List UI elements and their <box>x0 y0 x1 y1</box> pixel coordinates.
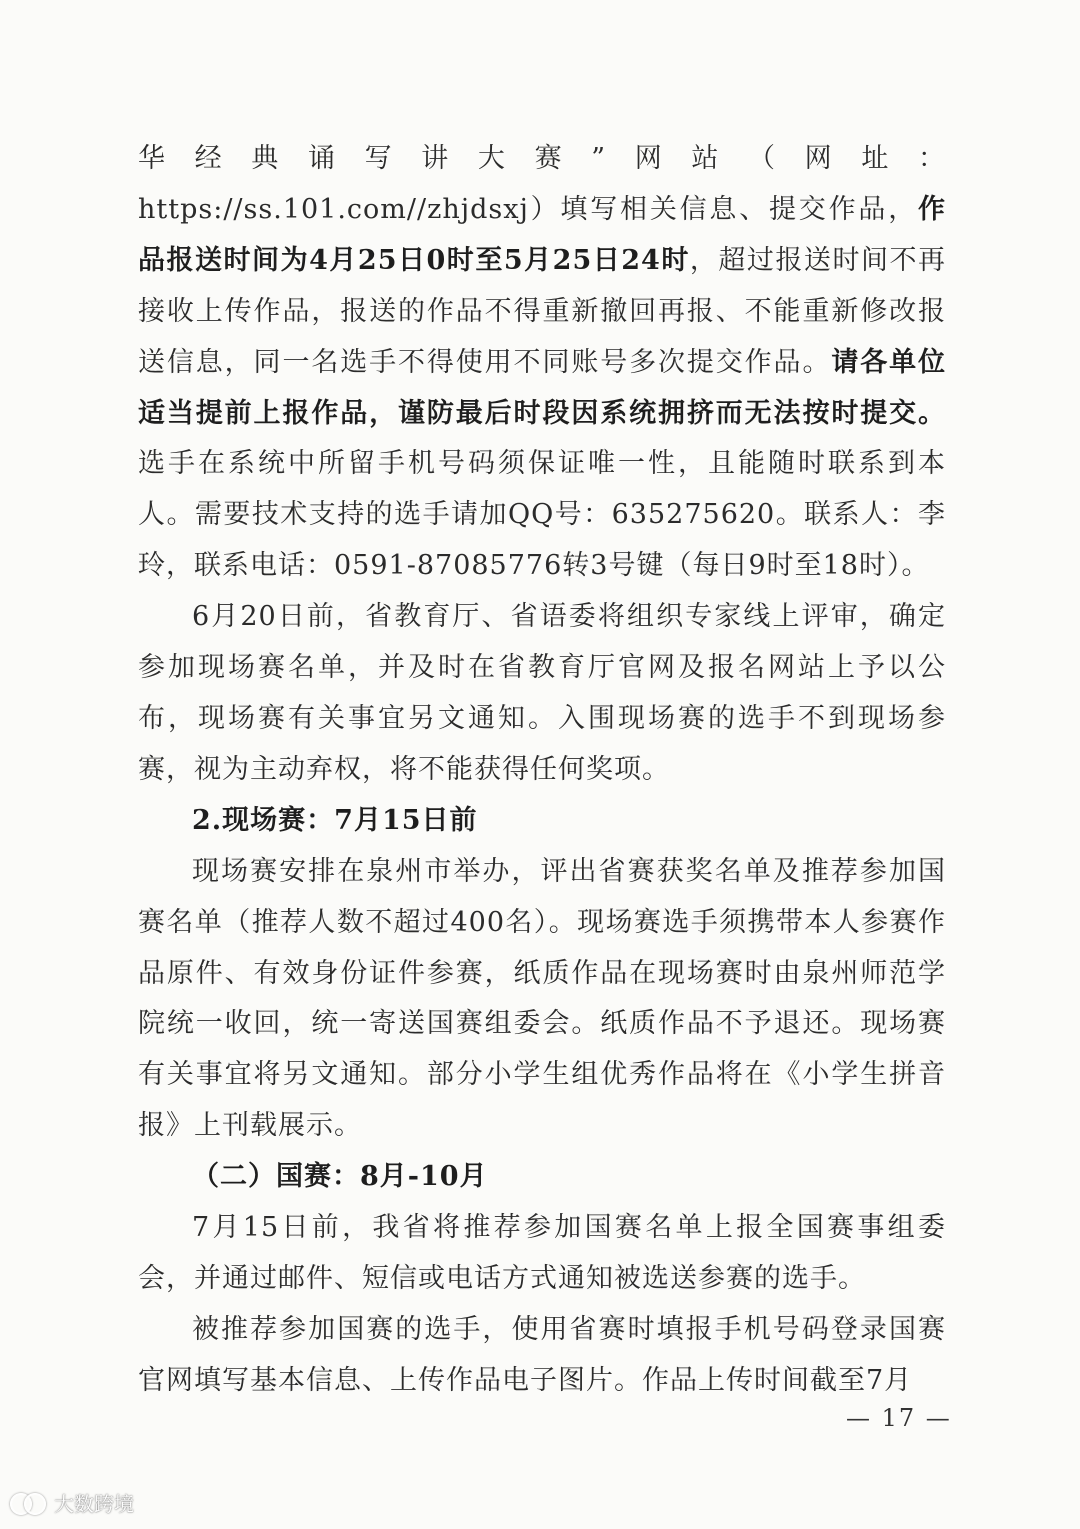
bold-text: 作品报送时间为4月25日0时至5月25日24时 <box>138 193 946 276</box>
text-run: 7月15日前，我省将推荐参加国赛名单上报全国赛事组委会，并通过邮件、短信或电话方式通知被选送参赛的选手。 <box>138 1212 946 1294</box>
watermark <box>10 1488 134 1517</box>
page-number: — 17 — <box>846 1404 952 1432</box>
bold-text: （二）国赛：8月-10月 <box>192 1161 488 1193</box>
section-heading <box>138 1152 946 1203</box>
text-run: 被推荐参加国赛的选手，使用省赛时填报手机号码登录国赛官网填写基本信息、上传作品电子图片。作品上传时间截至7月 <box>138 1313 946 1396</box>
paragraph <box>138 1203 946 1305</box>
double-circle-logo-icon <box>10 1490 48 1516</box>
paragraph <box>138 134 946 592</box>
paragraph <box>138 592 946 796</box>
paragraph <box>138 1305 946 1407</box>
text-run: 选手在系统中所留手机号码须保证唯一性，且能随时联系到本人。需要技术支持的选手请加QQ号：635275620。联系人：李玲，联系电话：0591-87085776转3号键（每日9时至18时）。 <box>138 448 946 582</box>
section-heading <box>138 796 946 847</box>
bold-text: 2.现场赛：7月15日前 <box>192 804 478 836</box>
paragraph <box>138 847 946 1152</box>
text-run: 华经典诵写讲大赛”网站（网址：https://ss.101.com//zhjdsxj）填写相关信息、提交作品， <box>138 143 946 225</box>
bold-text: 请各单位适当提前上报作品，谨防最后时段因系统拥挤而无法按时提交。 <box>138 346 947 429</box>
text-run: ，超过报送时间不再接收上传作品，报送的作品不得重新撤回再报、不能重新修改报送信息，同一名选手不得使用不同账号多次提交作品。 <box>138 244 946 378</box>
document-body <box>138 134 946 1407</box>
text-run: 现场赛安排在泉州市举办，评出省赛获奖名单及推荐参加国赛名单（推荐人数不超过400名）。现场赛选手须携带本人参赛作品原件、有效身份证件参赛，纸质作品在现场赛时由泉州师范学院统一收回，统一寄送国赛组委会。纸质作品不予退还。现场赛有关事宜将另文通知。部分小学生组优秀作品将在《小学生拼音报》上刊载展示。 <box>138 855 946 1142</box>
watermark-text: 大数跨境 <box>54 1492 134 1516</box>
text-run: 6月20日前，省教育厅、省语委将组织专家线上评审，确定参加现场赛名单，并及时在省教育厅官网及报名网站上予以公布，现场赛有关事宜另文通知。入围现场赛的选手不到现场参赛，视为主动弃权，将不能获得任何奖项。 <box>138 601 946 785</box>
